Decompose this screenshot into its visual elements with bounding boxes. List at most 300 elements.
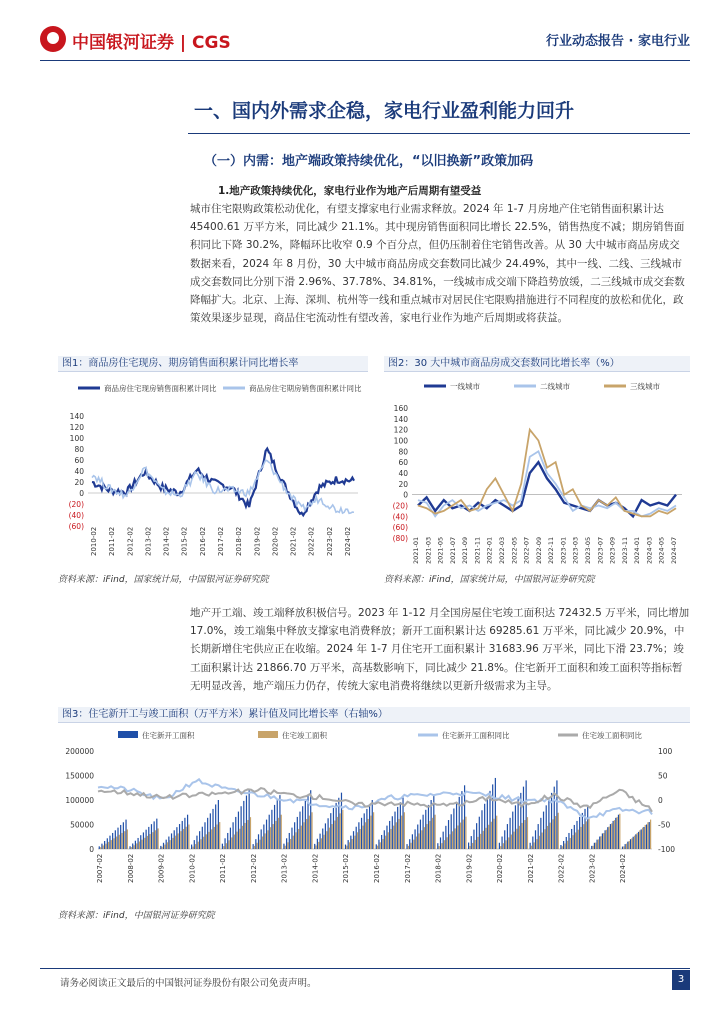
bar-new-start: [568, 833, 569, 849]
bar-new-start: [414, 829, 415, 849]
bar-new-start: [378, 840, 379, 849]
bar-new-start: [556, 780, 557, 849]
bar-completion: [334, 820, 335, 849]
bar-new-start: [501, 837, 502, 849]
x-tick-label: 2024-03: [645, 536, 654, 564]
bar-new-start: [582, 813, 583, 849]
bar-completion: [287, 842, 288, 849]
x-tick-label: 2022-07: [522, 536, 531, 564]
body-paragraph-1: 城市住宅限购政策松动优化，有望支撑家电行业需求释放。2024 年 1-7 月房地产住宅销售面积累计达 45400.61 万平方米，同比减少 21.1%。其中现房销售面积同比增长 22.5%，销售热度不减；期房销售面积同比下降 30.2%，降幅环比收窄 0.9 个百分点，但仍压制着住宅销售改善。从 30 大中城市商品房成交数据来看，2024 年 8 月份，30 大中城市商品房成交套数同比减少 24.49%，其中一线、二线、三线城市成交套数同比分别下滑 2.96%、37.78%、34.81%，一线城市成交端下降趋势放缓，二三线城市成交套数降幅扩大。北京、上海、深圳、杭州等一线和重点城市对居民住宅限购措施进行不同程度的放松和优化，政策效果逐步显现，商品住宅流动性有望改善，家电行业作为地产后周期或将获益。: [190, 203, 685, 325]
section-heading: 一、国内外需求企稳，家电行业盈利能力回升: [194, 100, 575, 122]
bar-completion: [141, 840, 142, 849]
bar-new-start: [263, 825, 264, 850]
bar-new-start: [207, 818, 208, 849]
y-tick-label: 160: [393, 404, 408, 413]
bar-completion: [508, 837, 509, 849]
bar-new-start: [154, 821, 155, 849]
bar-new-start: [499, 843, 500, 849]
y-right-tick-label: 50: [658, 771, 668, 781]
bar-new-start: [212, 809, 213, 849]
bar-new-start: [184, 818, 185, 849]
bar-completion: [340, 813, 341, 849]
x-tick-label: 2014-02: [162, 526, 171, 556]
bar-completion: [121, 833, 122, 849]
x-tick-label: 2023-07: [596, 536, 605, 564]
bar-completion: [152, 832, 153, 849]
bar-completion: [480, 834, 481, 849]
bar-new-start: [196, 836, 197, 849]
chart-3: [58, 725, 690, 897]
paragraph-heading: 1.地产政策持续优化，家电行业作为地产后周期有望受益: [218, 185, 482, 197]
heading-divider: [188, 133, 690, 134]
x-tick-label: 2022-11: [547, 536, 556, 564]
page-header: [40, 24, 690, 58]
bar-completion: [496, 816, 497, 849]
y-tick-label: 100: [393, 436, 408, 446]
bar-completion: [475, 840, 476, 849]
bar-completion: [281, 815, 282, 849]
series-line-1: [92, 449, 354, 516]
bar-completion: [200, 839, 201, 849]
bar-completion: [634, 836, 635, 849]
bar-new-start: [191, 845, 192, 849]
bar-completion: [592, 846, 593, 849]
bar-completion: [368, 819, 369, 849]
bar-new-start: [394, 812, 395, 849]
bar-new-start: [532, 837, 533, 849]
bar-completion: [346, 846, 347, 849]
chart-2: [384, 374, 690, 566]
bar-new-start: [548, 799, 549, 849]
body-paragraph-2: 地产开工端、竣工端释放积极信号。2023 年 1-12 月全国房屋住宅竣工面积达 72432.5 万平米，同比增加 17.0%，竣工端集中释放支撑家电消费释放；新开工面积累计达 69285.61 万平米，同比减少 20.9%，中长期新增住宅供应正在收缩。2024 年 1-7 月住宅开工面积累计 31683.96 万平米，同比下滑 23.7%；竣工面积累计达 21866.70 万平米，高基数影响下，同比减少 21.8%。住宅新开工面积和竣工面积等指标暂无明显改善，地产端压力仍存，传统大家电消费将继续以更新升级需求为主导。: [190, 607, 690, 692]
bar-new-start: [241, 806, 242, 849]
bar-new-start: [163, 843, 164, 849]
x-tick-label: 2016-02: [198, 526, 207, 556]
bar-new-start: [222, 844, 223, 849]
bar-completion: [349, 842, 350, 849]
bar-completion: [588, 819, 589, 849]
bar-new-start: [224, 838, 225, 849]
bar-new-start: [364, 813, 365, 849]
legend-label: 住宅新开工面积: [142, 731, 195, 740]
header-divider: [40, 60, 690, 61]
bar-completion: [228, 840, 229, 849]
bar-new-start: [104, 841, 105, 849]
bar-new-start: [627, 842, 628, 849]
bar-new-start: [112, 833, 113, 849]
bar-new-start: [238, 812, 239, 849]
bar-completion: [357, 832, 358, 849]
bar-completion: [216, 825, 217, 850]
bar-new-start: [286, 838, 287, 849]
x-tick-label: 2021-01: [412, 536, 420, 564]
x-tick-label: 2024-01: [633, 536, 642, 564]
bar-completion: [285, 846, 286, 849]
bar-completion: [214, 827, 215, 849]
bar-completion: [206, 834, 207, 849]
bar-new-start: [218, 800, 219, 849]
bar-completion: [150, 834, 151, 849]
x-tick-label: 2017-02: [217, 526, 225, 556]
bar-new-start: [330, 813, 331, 849]
x-tick-label: 2007-02: [96, 853, 104, 883]
bar-new-start: [386, 826, 387, 849]
bar-new-start: [283, 844, 284, 849]
x-tick-label: 2022-02: [557, 853, 566, 883]
x-tick-label: 2015-02: [342, 853, 351, 883]
chart-1: [58, 374, 368, 566]
bar-new-start: [107, 838, 108, 849]
bar-completion: [155, 830, 156, 849]
bar-new-start: [194, 840, 195, 849]
bar-completion: [270, 827, 271, 849]
bar-completion: [539, 836, 540, 849]
x-tick-label: 2013-02: [144, 526, 153, 556]
bar-new-start: [146, 830, 147, 849]
bar-completion: [639, 830, 640, 849]
x-tick-label: 2008-02: [126, 853, 135, 883]
bar-new-start: [255, 839, 256, 849]
bar-new-start: [538, 824, 539, 849]
bar-new-start: [294, 822, 295, 849]
bar-new-start: [512, 812, 513, 849]
bar-completion: [239, 829, 240, 849]
legend-label: 住宅竣工面积同比: [582, 731, 642, 740]
bar-completion: [342, 810, 343, 849]
legend-label: 住宅新开工面积同比: [442, 731, 510, 740]
bar-new-start: [305, 801, 306, 849]
bar-new-start: [487, 797, 488, 849]
bar-completion: [647, 822, 648, 849]
y-tick-label: 40: [74, 467, 84, 476]
x-tick-label: 2012-02: [126, 526, 135, 556]
bar-completion: [619, 814, 620, 849]
bar-new-start: [137, 838, 138, 849]
bar-completion: [293, 836, 294, 849]
bar-new-start: [392, 816, 393, 849]
bar-completion: [416, 837, 417, 849]
bar-new-start: [156, 819, 157, 849]
bar-completion: [500, 846, 501, 849]
x-tick-label: 2021-02: [289, 526, 298, 556]
x-tick-label: 2022-02: [307, 526, 316, 556]
x-tick-label: 2023-03: [571, 536, 580, 564]
bar-new-start: [599, 837, 600, 849]
bar-new-start: [448, 820, 449, 849]
bar-completion: [162, 847, 163, 849]
bar-new-start: [530, 843, 531, 849]
bar-new-start: [148, 827, 149, 849]
bar-completion: [382, 839, 383, 849]
bar-completion: [105, 844, 106, 849]
bar-new-start: [289, 833, 290, 849]
x-tick-label: 2023-02: [325, 526, 334, 556]
bar-new-start: [109, 836, 110, 849]
bar-new-start: [633, 837, 634, 849]
bar-new-start: [151, 824, 152, 849]
bar-completion: [472, 843, 473, 849]
x-tick-label: 2010-02: [188, 853, 197, 883]
bar-completion: [360, 829, 361, 849]
bar-completion: [408, 846, 409, 849]
x-tick-label: 2023-01: [559, 536, 568, 564]
bar-completion: [514, 832, 515, 849]
bar-completion: [315, 845, 316, 849]
bar-new-start: [602, 833, 603, 849]
bar-new-start: [310, 790, 311, 849]
x-tick-label: 2013-02: [280, 853, 289, 883]
bar-new-start: [515, 805, 516, 849]
x-tick-label: 2021-05: [436, 536, 445, 564]
x-tick-label: 2021-03: [424, 536, 433, 564]
bar-completion: [365, 822, 366, 849]
bar-new-start: [199, 831, 200, 849]
bar-completion: [144, 838, 145, 849]
y-tick-label: 120: [393, 425, 408, 435]
bar-new-start: [166, 840, 167, 849]
bar-completion: [562, 846, 563, 849]
bar-completion: [623, 846, 624, 849]
bar-completion: [452, 831, 453, 849]
bar-completion: [404, 812, 405, 849]
bar-new-start: [381, 835, 382, 849]
bar-new-start: [495, 778, 496, 849]
bar-completion: [511, 835, 512, 849]
bar-completion: [457, 825, 458, 849]
bar-new-start: [243, 801, 244, 849]
bar-completion: [306, 819, 307, 849]
bar-completion: [645, 825, 646, 849]
bar-completion: [326, 831, 327, 849]
x-tick-label: 2010-02: [90, 526, 98, 556]
legend-label: 三线城市: [630, 382, 660, 391]
x-tick-label: 2016-02: [373, 853, 381, 883]
legend-label: 住宅竣工面积: [282, 731, 327, 740]
bar-new-start: [604, 830, 605, 849]
bar-completion: [441, 843, 442, 849]
y-left-tick-label: 150000: [65, 771, 94, 781]
y-tick-label: 80: [398, 447, 408, 457]
bar-completion: [192, 847, 193, 849]
bar-completion: [637, 833, 638, 849]
x-tick-label: 2024-02: [619, 853, 628, 883]
bar-new-start: [420, 820, 421, 849]
x-tick-label: 2021-09: [461, 536, 470, 564]
x-tick-label: 2019-02: [253, 526, 262, 556]
figure-1: [58, 356, 368, 566]
bar-new-start: [232, 822, 233, 849]
x-tick-label: 2019-02: [465, 853, 474, 883]
bar-completion: [219, 822, 220, 849]
bar-new-start: [409, 839, 410, 849]
footer-divider: [40, 968, 690, 969]
bar-completion: [311, 812, 312, 849]
bar-new-start: [546, 805, 547, 849]
bar-new-start: [101, 844, 102, 849]
bar-completion: [439, 846, 440, 849]
bar-completion: [167, 842, 168, 849]
bar-completion: [390, 829, 391, 849]
bar-completion: [208, 832, 209, 849]
bar-completion: [136, 843, 137, 849]
y-tick-label: 40: [398, 469, 408, 478]
bar-new-start: [504, 830, 505, 849]
bar-completion: [295, 832, 296, 849]
bar-completion: [111, 840, 112, 849]
bar-completion: [483, 831, 484, 849]
bar-completion: [611, 823, 612, 849]
bar-completion: [429, 821, 430, 849]
bar-completion: [413, 840, 414, 849]
bar-new-start: [484, 804, 485, 849]
bar-new-start: [397, 807, 398, 849]
bar-new-start: [615, 818, 616, 849]
bar-completion: [337, 817, 338, 849]
bar-completion: [493, 819, 494, 849]
bar-new-start: [125, 820, 126, 849]
bar-new-start: [376, 844, 377, 849]
bar-new-start: [115, 830, 116, 849]
bar-new-start: [336, 803, 337, 849]
figure-3: [58, 707, 690, 897]
bar-completion: [273, 824, 274, 849]
bar-new-start: [171, 833, 172, 849]
bar-completion: [183, 829, 184, 849]
bar-completion: [100, 847, 101, 849]
bar-new-start: [638, 832, 639, 849]
bar-completion: [424, 827, 425, 849]
y-tick-label: (20): [68, 500, 84, 509]
bar-completion: [503, 843, 504, 849]
bar-new-start: [635, 834, 636, 849]
bar-new-start: [269, 815, 270, 849]
y-tick-label: 20: [74, 478, 84, 487]
bar-new-start: [135, 841, 136, 849]
legend-label: 商品房住宅期房销售面积累计同比: [249, 384, 362, 393]
bar-completion: [250, 817, 251, 849]
bar-completion: [626, 844, 627, 849]
bar-new-start: [406, 844, 407, 849]
bar-new-start: [356, 827, 357, 849]
bar-completion: [650, 820, 651, 849]
bar-new-start: [266, 820, 267, 849]
bar-new-start: [361, 818, 362, 849]
bar-completion: [427, 824, 428, 849]
bar-new-start: [649, 822, 650, 849]
bar-completion: [231, 837, 232, 849]
bar-completion: [257, 843, 258, 849]
bar-new-start: [253, 844, 254, 849]
bar-completion: [505, 840, 506, 849]
bar-completion: [398, 819, 399, 849]
bar-completion: [463, 820, 464, 849]
bar-completion: [309, 816, 310, 849]
legend-label: 一线城市: [450, 382, 480, 391]
bar-completion: [301, 826, 302, 849]
y-tick-label: 60: [74, 456, 84, 465]
x-tick-label: 2020-02: [496, 853, 505, 883]
x-tick-label: 2023-09: [608, 536, 617, 564]
bar-completion: [527, 817, 528, 849]
bar-new-start: [563, 841, 564, 849]
bar-new-start: [571, 829, 572, 849]
bar-completion: [524, 820, 525, 849]
bar-completion: [172, 838, 173, 849]
y-left-tick-label: 0: [89, 845, 94, 854]
bar-completion: [373, 812, 374, 849]
legend-label: 商品房住宅现房销售面积累计同比: [104, 384, 217, 393]
bar-completion: [127, 829, 128, 849]
bar-new-start: [132, 843, 133, 849]
bar-new-start: [204, 822, 205, 849]
bar-new-start: [271, 810, 272, 849]
bar-completion: [519, 826, 520, 849]
bar-completion: [531, 846, 532, 849]
bar-new-start: [174, 830, 175, 849]
bar-new-start: [258, 834, 259, 849]
bar-completion: [629, 841, 630, 849]
bar-new-start: [202, 827, 203, 849]
bar-new-start: [160, 846, 161, 849]
bar-new-start: [143, 832, 144, 849]
bar-new-start: [412, 834, 413, 849]
bar-completion: [477, 837, 478, 849]
figure-3-title: 图3：住宅新开工与竣工面积（万平方米）累计值及同比增长率（右轴%）: [58, 707, 690, 723]
bar-new-start: [489, 791, 490, 849]
y-left-tick-label: 200000: [65, 747, 94, 756]
x-tick-label: 2021-07: [448, 536, 457, 564]
bar-new-start: [610, 824, 611, 849]
bar-new-start: [249, 790, 250, 849]
y-tick-label: (40): [68, 511, 84, 520]
series-line-1: [418, 462, 676, 516]
bar-completion: [516, 829, 517, 849]
bar-completion: [469, 846, 470, 849]
bar-completion: [586, 821, 587, 849]
bar-new-start: [417, 825, 418, 850]
bar-new-start: [384, 830, 385, 849]
x-tick-label: 2011-02: [108, 526, 117, 556]
x-tick-label: 2014-02: [311, 853, 320, 883]
bar-completion: [544, 829, 545, 849]
bar-completion: [583, 824, 584, 849]
legend-swatch: [118, 731, 138, 738]
bar-completion: [108, 842, 109, 849]
bar-new-start: [461, 791, 462, 849]
bar-new-start: [99, 846, 100, 849]
bar-completion: [362, 826, 363, 849]
figure-3-source: 资料来源：iFind，中国银河证券研究院: [58, 911, 215, 921]
bar-completion: [388, 832, 389, 849]
bar-new-start: [607, 827, 608, 849]
bar-new-start: [574, 825, 575, 849]
bar-new-start: [579, 817, 580, 849]
bar-completion: [124, 831, 125, 849]
bar-new-start: [261, 829, 262, 849]
bar-completion: [354, 836, 355, 849]
x-tick-label: 2012-02: [249, 853, 258, 883]
bar-new-start: [540, 818, 541, 849]
bar-completion: [385, 836, 386, 849]
bar-new-start: [120, 825, 121, 849]
bar-new-start: [187, 815, 188, 849]
bar-new-start: [630, 839, 631, 849]
bar-new-start: [587, 805, 588, 849]
bar-new-start: [274, 805, 275, 849]
y-tick-label: 140: [393, 414, 408, 424]
bar-completion: [631, 838, 632, 849]
bar-completion: [318, 842, 319, 849]
